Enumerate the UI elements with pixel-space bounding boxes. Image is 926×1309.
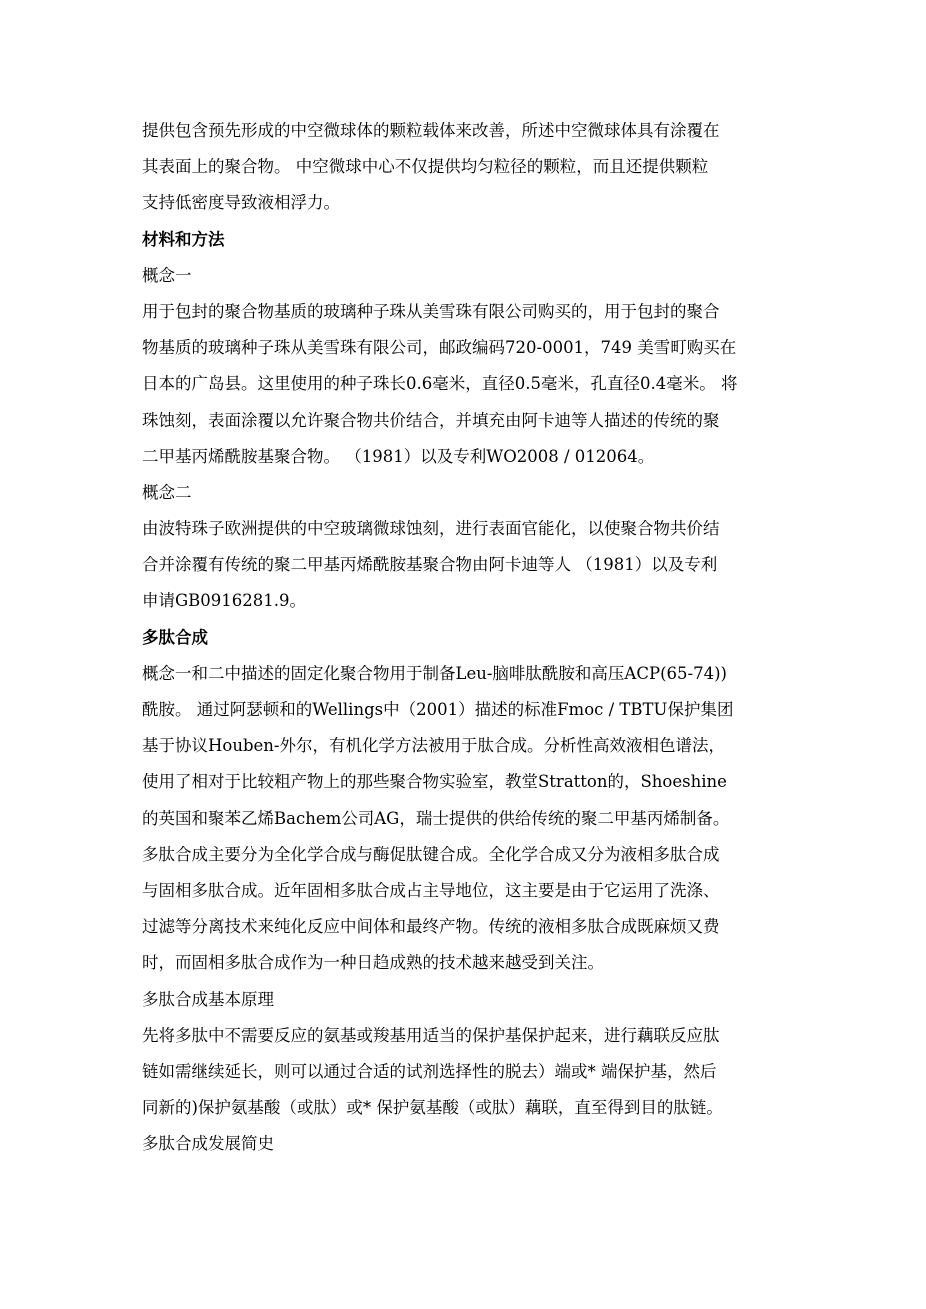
- text-line: 同新的)保护氨基酸（或肽）或* 保护氨基酸（或肽）藕联，直至得到目的肽链。: [142, 1098, 723, 1118]
- text-line: 珠蚀刻，表面涂覆以允许聚合物共价结合，并填充由阿卡迪等人描述的传统的聚: [142, 410, 720, 430]
- text-line: 物基质的玻璃种子珠从美雪珠有限公司，邮政编码720-0001，749 美雪町购买在: [142, 338, 737, 358]
- text-line: 二甲基丙烯酰胺基聚合物。 （1981）以及专利WO2008 / 012064。: [142, 446, 655, 466]
- text-line: 申请GB0916281.9。: [142, 591, 307, 611]
- text-line: 时，而固相多肽合成作为一种日趋成熟的技术越来越受到关注。: [142, 953, 604, 973]
- subheading-history: 多肽合成发展简史: [142, 1134, 274, 1154]
- text-line: 过滤等分离技术来纯化反应中间体和最终产物。传统的液相多肽合成既麻烦又费: [142, 917, 720, 937]
- text-line: 提供包含预先形成的中空微球体的颗粒载体来改善，所述中空微球体具有涂覆在: [142, 121, 720, 140]
- text-line: 其表面上的聚合物。 中空微球中心不仅提供均匀粒径的颗粒，而且还提供颗粒: [142, 157, 709, 177]
- intro-paragraph: [142, 113, 792, 222]
- concept-one-section: [142, 258, 792, 475]
- basic-principle-section: [142, 982, 792, 1127]
- text-line: 的英国和聚苯乙烯Bachem公司AG，瑞士提供的供给传统的聚二甲基丙烯制备。: [142, 808, 730, 828]
- text-line: 与固相多肽合成。近年固相多肽合成占主导地位，这主要是由于它运用了洗涤、: [142, 880, 720, 900]
- subheading-concept-one: 概念一: [142, 265, 192, 285]
- text-line: 由波特珠子欧洲提供的中空玻璃微球蚀刻，进行表面官能化，以使聚合物共价结: [142, 519, 720, 539]
- section-heading-materials: 材料和方法: [142, 229, 225, 249]
- text-line: 使用了相对于比较粗产物上的那些聚合物实验室，教堂Stratton的，Shoeshine: [142, 772, 727, 792]
- text-line: 多肽合成主要分为全化学合成与酶促肽键合成。全化学合成又分为液相多肽合成: [142, 844, 720, 864]
- text-line: 基于协议Houben-外尔，有机化学方法被用于肽合成。分析性高效液相色谱法，: [142, 736, 725, 756]
- text-line: 支持低密度导致液相浮力。: [142, 193, 340, 213]
- subheading-concept-two: 概念二: [142, 482, 192, 502]
- text-line: 用于包封的聚合物基质的玻璃种子珠从美雪珠有限公司购买的，用于包封的聚合: [142, 301, 720, 321]
- peptide-synthesis-paragraph: [142, 656, 792, 982]
- document-page: [142, 113, 792, 1162]
- subheading-basic-principle: 多肽合成基本原理: [142, 989, 274, 1009]
- text-line: 链如需继续延长，则可以通过合适的试剂选择性的脱去）端或* 端保护基，然后: [142, 1061, 717, 1081]
- text-line: 合并涂覆有传统的聚二甲基丙烯酰胺基聚合物由阿卡迪等人 （1981）以及专利: [142, 555, 718, 575]
- text-line: 先将多肽中不需要反应的氨基或羧基用适当的保护基保护起来，进行藕联反应肽: [142, 1025, 720, 1045]
- concept-two-section: [142, 475, 792, 620]
- text-line: 酰胺。 通过阿瑟顿和的Wellings中（2001）描述的标准Fmoc / TBTU保护集团: [142, 700, 734, 719]
- section-heading-peptide-synthesis: 多肽合成: [142, 627, 208, 647]
- text-line: 日本的广岛县。这里使用的种子珠长0.6毫米，直径0.5毫米，孔直径0.4毫米。 将: [142, 374, 738, 394]
- text-line: 概念一和二中描述的固定化聚合物用于制备Leu-脑啡肽酰胺和高压ACP(65-74)): [142, 663, 727, 683]
